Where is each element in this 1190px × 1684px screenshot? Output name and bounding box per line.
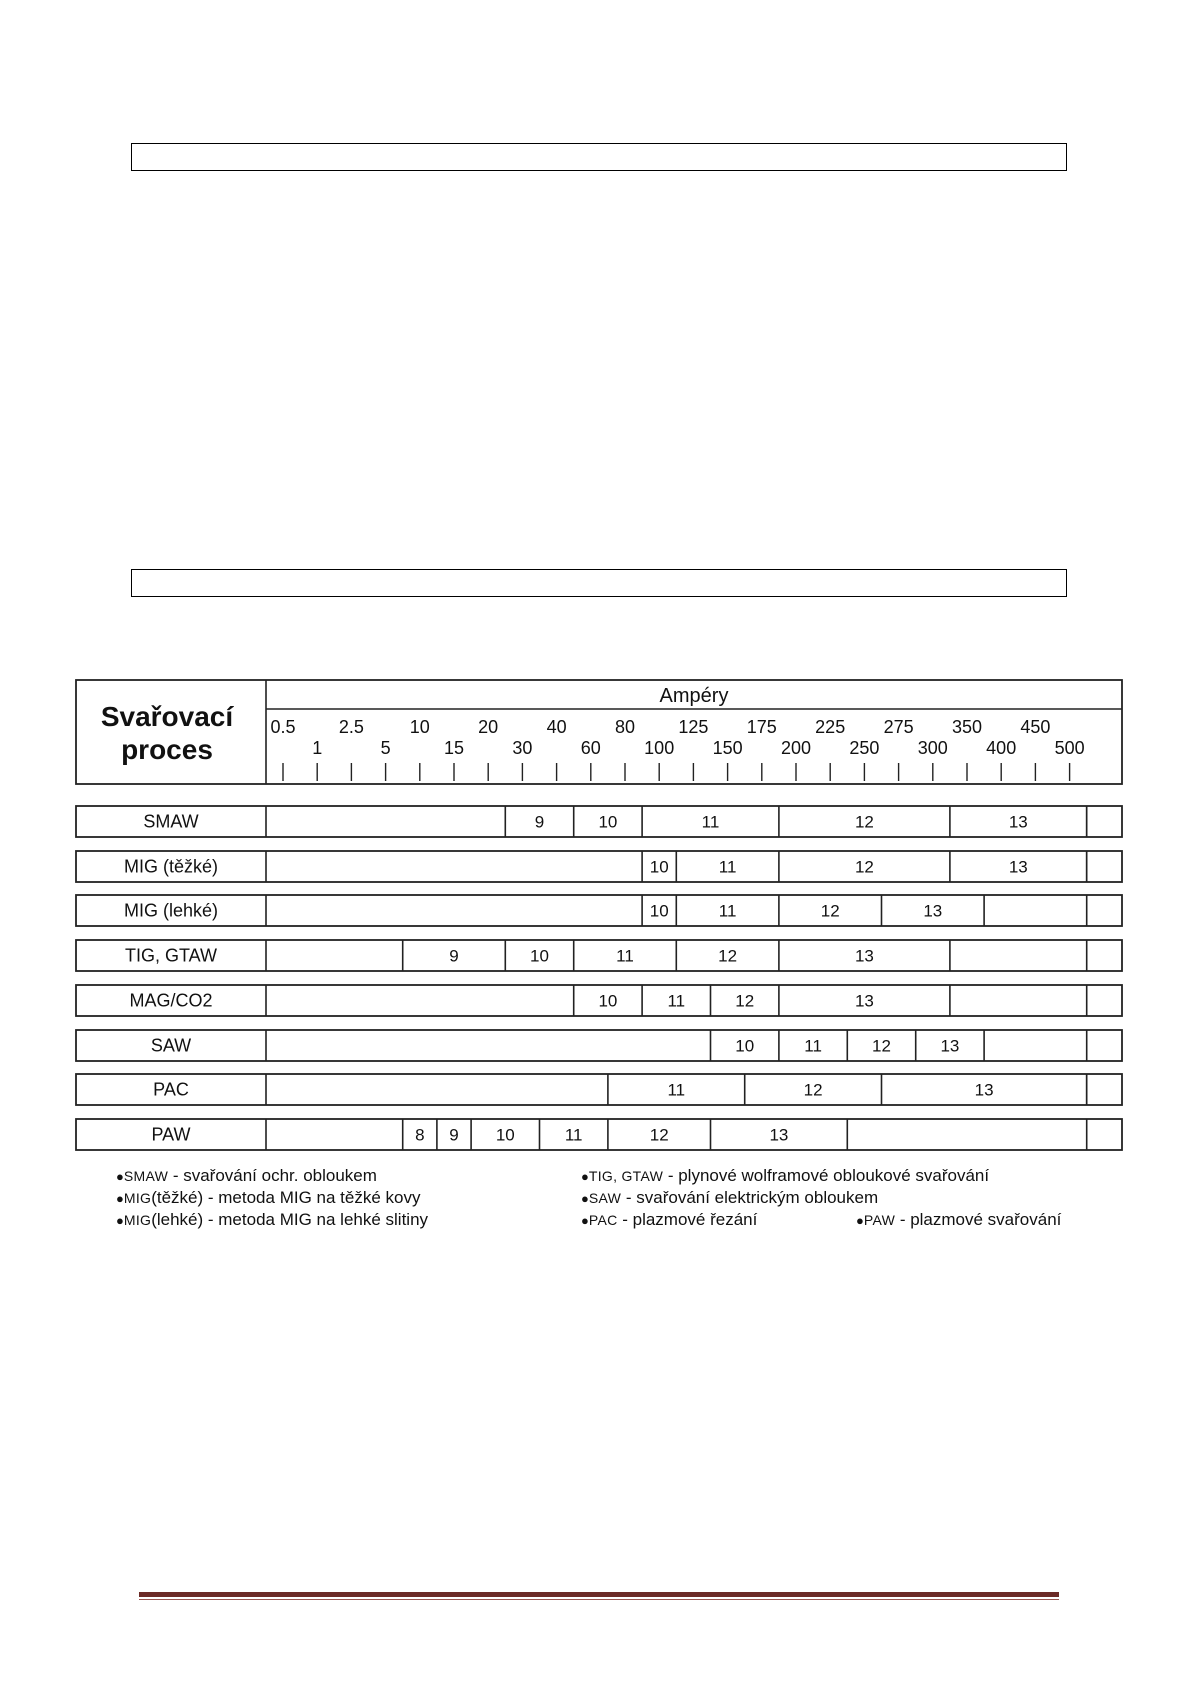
- electrode-cell-label: 10: [598, 812, 618, 832]
- electrode-cell-label: 8: [415, 1125, 425, 1145]
- electrode-cell-label: 9: [449, 946, 459, 966]
- process-name: PAW: [151, 1124, 191, 1145]
- amp-tick-label-top: 2.5: [338, 717, 364, 737]
- process-row-frame: [76, 895, 1122, 926]
- amp-tick-label-bottom: 500: [1054, 738, 1085, 758]
- amp-tick-label-top: 225: [815, 717, 846, 737]
- process-row-frame: [76, 1074, 1122, 1105]
- legend-item-smaw: ●SMAW - svařování ochr. obloukem: [116, 1166, 377, 1185]
- process-name: SAW: [150, 1035, 192, 1056]
- amp-tick-label-bottom: 250: [849, 738, 880, 758]
- process-name: SMAW: [143, 811, 199, 832]
- process-row-frame: [76, 940, 1122, 971]
- electrode-cell-label: 11: [616, 946, 634, 966]
- amp-tick-label-bottom: 150: [712, 738, 743, 758]
- footer-rule: [139, 1592, 1059, 1597]
- legend: [116, 1166, 1106, 1246]
- electrode-cell-label: 12: [854, 857, 874, 877]
- electrode-cell-label: 10: [649, 901, 669, 921]
- process-header-line1: Svařovací: [100, 701, 234, 732]
- electrode-cell-label: 12: [820, 901, 840, 921]
- electrode-cell-label: 13: [769, 1125, 789, 1145]
- electrode-cell-label: 12: [854, 812, 874, 832]
- amp-tick-label-top: 275: [883, 717, 914, 737]
- footer-rule-thin: [139, 1599, 1059, 1600]
- electrode-cell-label: 13: [1008, 857, 1028, 877]
- electrode-cell-label: 12: [735, 991, 755, 1011]
- amp-tick-label-bottom: 300: [917, 738, 948, 758]
- bullet-icon: ●: [116, 1191, 124, 1206]
- amp-tick-label-top: 175: [746, 717, 777, 737]
- amp-tick-label-top: 450: [1020, 717, 1051, 737]
- amp-tick-label-bottom: 400: [986, 738, 1017, 758]
- process-row-frame: [76, 1119, 1122, 1150]
- process-header-line2: proces: [121, 734, 213, 765]
- electrode-cell-label: 10: [649, 857, 669, 877]
- legend-item-tig: ●TIG, GTAW - plynové wolframové obloukové svařování: [581, 1166, 990, 1185]
- legend-item-mig-light: ●MIG(lehké) - metoda MIG na lehké slitiny: [116, 1210, 429, 1229]
- electrode-cell-label: 11: [701, 812, 720, 832]
- amp-tick-label-bottom: 60: [580, 738, 601, 758]
- electrode-cell-label: 12: [649, 1125, 669, 1145]
- bullet-icon: ●: [116, 1169, 124, 1184]
- electrode-cell-label: 10: [530, 946, 549, 966]
- bullet-icon: ●: [581, 1169, 589, 1184]
- electrode-cell-label: 13: [940, 1036, 960, 1056]
- process-name: MAG/CO2: [129, 990, 213, 1011]
- amp-tick-label-top: 40: [546, 717, 567, 737]
- process-row-frame: [76, 851, 1122, 882]
- process-name: PAC: [153, 1079, 189, 1100]
- process-name: MIG (těžké): [123, 856, 219, 877]
- electrode-cell-label: 9: [449, 1125, 459, 1145]
- legend-item-paw: ●PAW - plazmové svařování: [856, 1210, 1062, 1229]
- electrode-cell-label: 13: [974, 1080, 994, 1100]
- electrode-cell-label: 12: [718, 946, 738, 966]
- electrode-cell-label: 13: [1008, 812, 1028, 832]
- legend-item-mig-heavy: ●MIG(těžké) - metoda MIG na těžké kovy: [116, 1188, 421, 1207]
- amp-tick-label-bottom: 30: [512, 738, 533, 758]
- amp-tick-label-bottom: 5: [380, 738, 391, 758]
- amp-tick-label-bottom: 15: [443, 738, 465, 758]
- amp-tick-label-bottom: 100: [644, 738, 675, 758]
- amp-axis-title: Ampéry: [659, 685, 729, 707]
- amp-tick-label-bottom: 200: [780, 738, 812, 758]
- electrode-cell-label: 10: [495, 1125, 515, 1145]
- electrode-cell-label: 13: [854, 991, 874, 1011]
- legend-item-saw: ●SAW - svařování elektrickým obloukem: [581, 1188, 879, 1207]
- bullet-icon: ●: [581, 1213, 589, 1228]
- bullet-icon: ●: [116, 1213, 124, 1228]
- amp-tick-label-top: 350: [951, 717, 983, 737]
- electrode-cell-label: 11: [667, 1080, 686, 1100]
- bullet-icon: ●: [856, 1213, 864, 1228]
- process-name: TIG, GTAW: [125, 945, 217, 966]
- electrode-cell-label: 11: [804, 1036, 822, 1056]
- amp-tick-label-bottom: 1: [312, 738, 323, 758]
- amp-tick-label-top: 125: [678, 717, 709, 737]
- electrode-cell-label: 13: [923, 901, 943, 921]
- electrode-cell-label: 10: [735, 1036, 755, 1056]
- electrode-cell-label: 11: [718, 857, 737, 877]
- electrode-cell-label: 12: [872, 1036, 891, 1056]
- electrode-cell-label: 12: [803, 1080, 823, 1100]
- amp-tick-label-top: 10: [409, 717, 430, 737]
- bullet-icon: ●: [581, 1191, 589, 1206]
- electrode-cell-label: 11: [667, 991, 686, 1011]
- process-row-frame: [76, 1030, 1122, 1061]
- electrode-cell-label: 11: [718, 901, 737, 921]
- electrode-cell-label: 13: [854, 946, 874, 966]
- electrode-cell-label: 9: [534, 812, 545, 832]
- electrode-cell-label: 11: [564, 1125, 583, 1145]
- process-name: MIG (lehké): [123, 900, 219, 921]
- amp-tick-label-top: 20: [478, 717, 499, 737]
- amp-tick-label-top: 0.5: [270, 717, 296, 737]
- amp-tick-label-top: 80: [614, 717, 636, 737]
- legend-item-pac: ●PAC - plazmové řezání: [581, 1210, 758, 1229]
- electrode-cell-label: 10: [598, 991, 618, 1011]
